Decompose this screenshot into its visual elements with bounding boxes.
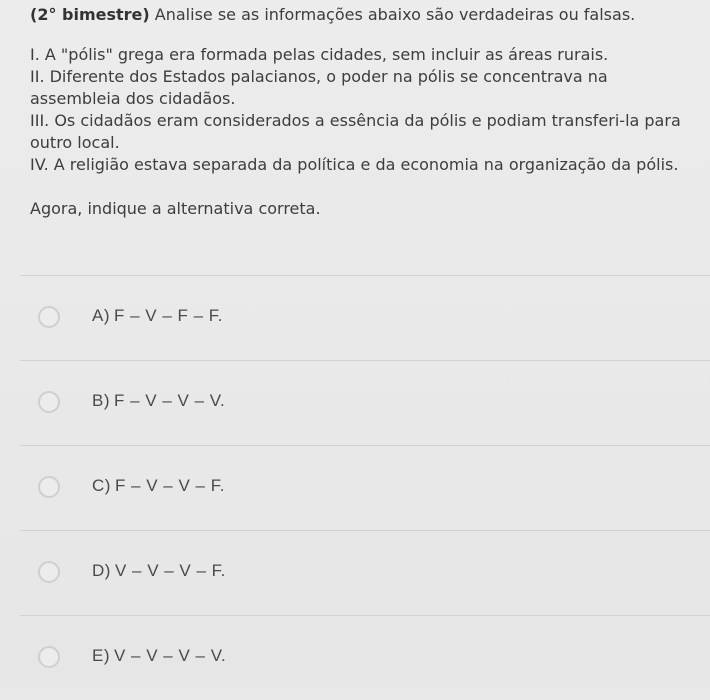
option-c[interactable]	[20, 445, 710, 530]
option-b-letter: B)	[92, 391, 110, 410]
option-c-letter: C)	[92, 476, 111, 495]
option-b-label	[92, 391, 225, 411]
option-a-letter: A)	[92, 306, 110, 325]
option-e-label	[92, 646, 226, 666]
option-d-letter: D)	[92, 561, 111, 580]
radio-button-c[interactable]	[38, 476, 60, 498]
option-d[interactable]	[20, 530, 710, 615]
radio-button-d[interactable]	[38, 561, 60, 583]
option-a[interactable]	[20, 275, 710, 360]
question-prompt: Agora, indique a alternativa correta.	[30, 199, 321, 218]
question-title	[30, 4, 700, 26]
option-c-label	[92, 476, 225, 496]
answer-options	[20, 275, 710, 700]
statement-1: I. A "pólis" grega era formada pelas cidades, sem incluir as áreas rurais.	[30, 45, 609, 64]
option-e[interactable]	[20, 615, 710, 700]
option-a-label	[92, 306, 223, 326]
option-b-text: F – V – V – V.	[114, 391, 226, 410]
option-b[interactable]	[20, 360, 710, 445]
option-a-text: F – V – F – F.	[114, 306, 224, 325]
statement-2: II. Diferente dos Estados palacianos, o poder na pólis se concentrava na assembleia dos cidadãos.	[30, 67, 608, 108]
question-block	[30, 4, 700, 220]
option-e-letter: E)	[92, 646, 110, 665]
option-d-text: V – V – V – F.	[114, 561, 226, 580]
question-title-prefix: (2° bimestre)	[30, 5, 150, 24]
radio-button-a[interactable]	[38, 306, 60, 328]
statement-3: III. Os cidadãos eram considerados a essência da pólis e podiam transferi-la para outro local.	[30, 111, 681, 152]
radio-button-e[interactable]	[38, 646, 60, 668]
option-d-label	[92, 561, 226, 581]
question-title-text: Analise se as informações abaixo são verdadeiras ou falsas.	[149, 5, 636, 24]
option-c-text: F – V – V – F.	[114, 476, 225, 495]
radio-button-b[interactable]	[38, 391, 60, 413]
statement-4: IV. A religião estava separada da política e da economia na organização da pólis.	[30, 155, 679, 174]
option-e-text: V – V – V – V.	[114, 646, 227, 665]
